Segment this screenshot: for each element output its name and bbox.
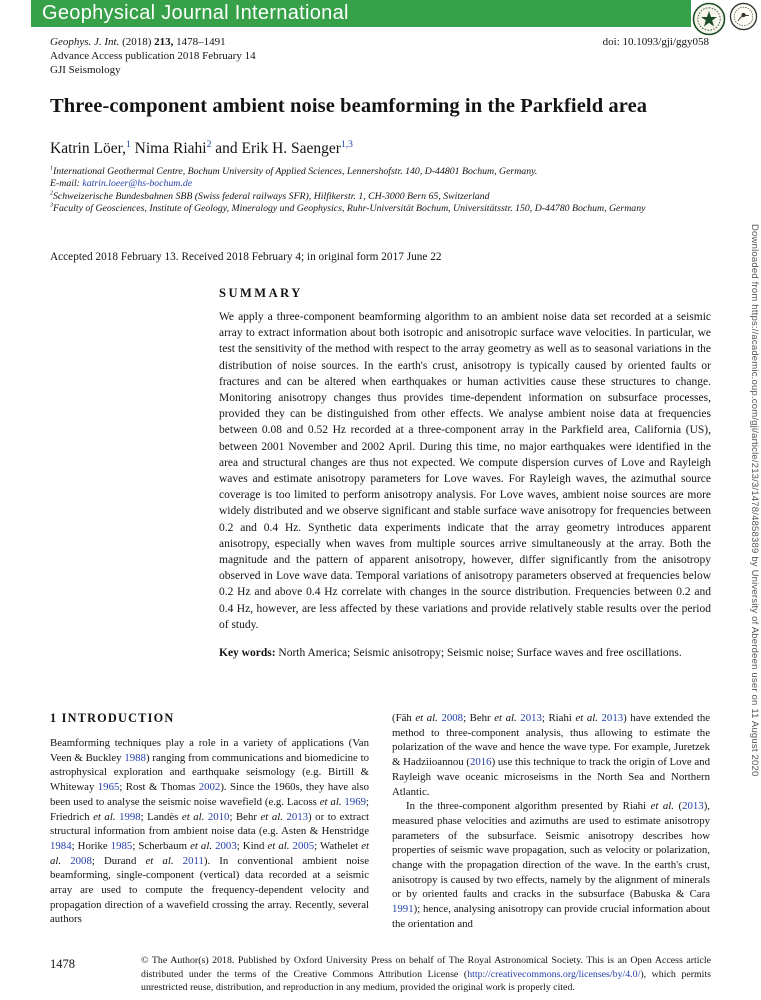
affiliation-email xyxy=(50,178,670,190)
inline-link[interactable]: 1965 xyxy=(97,781,120,794)
text-run: (Fäh xyxy=(392,712,416,724)
text-run: In the three-component algorithm presented by Riahi xyxy=(406,800,651,813)
inline-link[interactable]: 2013 xyxy=(682,800,704,813)
text-run: North America; Seismic anisotropy; Seismic noise; Surface waves and free oscillations. xyxy=(275,647,682,660)
text-run xyxy=(61,855,70,867)
inline-link[interactable]: 1,3 xyxy=(340,138,353,150)
inline-link[interactable]: 1 xyxy=(126,138,131,150)
text-run: et al. xyxy=(50,839,370,867)
text-run: et al. xyxy=(145,854,174,867)
text-run: ; Horike xyxy=(71,839,111,852)
inline-link[interactable]: 2003 xyxy=(215,839,237,852)
inline-link[interactable]: 1998 xyxy=(119,810,141,823)
text-run: E-mail: xyxy=(50,178,83,190)
text-run: ) ranging from communications and biomedicine to astrophysical exploration and earthquake seismology (e.g. Birtill & Whiteway xyxy=(50,751,370,794)
text-run: © The Author(s) 2018. Published by Oxford University Press on behalf of The Royal Astronomical Society. This is an Open Access article distributed under the terms of the Creative Commons Attribution License ( xyxy=(141,955,711,980)
text-run: ; Scherbaum xyxy=(132,839,191,852)
text-run: et al. xyxy=(93,810,116,823)
text-run: ; Riahi xyxy=(541,712,576,724)
inline-link[interactable]: 2008 xyxy=(441,712,464,724)
copyright-notice xyxy=(141,954,711,995)
article-history: Accepted 2018 February 13. Received 2018 February 4; in original form 2017 June 22 xyxy=(50,251,442,263)
author-list xyxy=(50,140,353,158)
text-run: Faculty of Geosciences, Institute of Geology, Mineralogy und Geophysics, Ruhr-Universität Bochum, Universitätsstr. 150, D-44780 Bochum, Germany xyxy=(53,203,646,215)
inline-link[interactable]: 2008 xyxy=(70,854,92,867)
inline-link[interactable]: 1988 xyxy=(124,751,146,764)
text-run: et al. xyxy=(267,839,290,852)
text-run: ), measured phase velocities and azimuths are used to estimate anisotropy parameters of the subsurface. Seismic anisotropy describes how properties of seismic wave propagation, such as velocity or polarization, change with the propagation direction of the wave. In the earth's crust, anisotropy is caused by two effects, namely by the alignment of minerals or by oriented faults and cracks in the subsurface (Babuska & Cara xyxy=(392,800,710,901)
text-run: 1478–1491 xyxy=(173,36,226,48)
affiliation-marker: 3 xyxy=(50,202,54,209)
inline-link[interactable]: 2013 xyxy=(520,712,542,724)
text-run: ; Behr xyxy=(229,810,261,823)
inline-link[interactable]: 2002 xyxy=(198,781,221,794)
inline-link[interactable]: 1969 xyxy=(344,795,366,808)
intro-column-right xyxy=(392,711,710,932)
intro-paragraph xyxy=(392,799,710,931)
inline-link[interactable]: 2013 xyxy=(601,712,624,724)
keywords-line xyxy=(219,645,711,661)
section-label: GJI Seismology xyxy=(50,64,121,76)
text-run: Geophys. J. Int. xyxy=(50,36,120,48)
inline-link[interactable]: 1984 xyxy=(50,839,72,852)
journal-citation xyxy=(50,36,226,48)
journal-banner-title: Geophysical Journal International xyxy=(42,2,349,24)
inline-link[interactable]: 1985 xyxy=(110,839,133,852)
affiliation-marker: 2 xyxy=(50,190,54,197)
introduction-heading: 1 INTRODUCTION xyxy=(50,711,175,725)
text-run: ( xyxy=(673,800,683,813)
affiliation-text xyxy=(53,166,537,177)
text-run: et al. xyxy=(575,712,598,724)
text-run: ; Friedrich xyxy=(50,795,369,823)
text-run: ) use this technique to track the origin of Love and Rayleigh wave oceanic microseisms in the North Sea and Northern Atlantic. xyxy=(392,756,710,798)
doi: doi: 10.1093/gji/ggy058 xyxy=(602,36,709,48)
inline-link[interactable]: 2005 xyxy=(292,839,315,852)
affiliation-marker: 1 xyxy=(50,165,54,172)
text-run: ); hence, analysing anisotropy can provide crucial information about the orientation and xyxy=(392,903,710,930)
intro-paragraph xyxy=(50,736,369,927)
journal-banner xyxy=(31,0,691,27)
article-title: Three-component ambient noise beamforming in the Parkfield area xyxy=(50,95,648,117)
summary-heading: SUMMARY xyxy=(219,286,303,300)
text-run: ) or to extract structural information from ambient noise data (e.g. Asten & Henstridge xyxy=(50,810,369,838)
text-run: et al. xyxy=(260,810,283,823)
intro-column-left xyxy=(50,736,369,927)
inline-link[interactable]: 2013 xyxy=(286,810,309,823)
inline-link[interactable]: http://creativecommons.org/licenses/by/4.0/ xyxy=(467,968,641,980)
text-run: ; Behr xyxy=(463,712,495,724)
affiliation-text xyxy=(50,178,192,189)
text-run xyxy=(174,855,183,867)
inline-link[interactable]: 2010 xyxy=(207,810,230,823)
text-run: and Erik H. Saenger xyxy=(211,140,341,157)
text-run: ). Since the 1960s, they have also been used to analyse the seismic noise wavefield (e.g. Lacoss xyxy=(50,781,369,808)
text-run: et al. xyxy=(190,839,213,852)
affiliation xyxy=(50,166,670,178)
text-run: Key words: xyxy=(219,647,276,660)
download-watermark: Downloaded from https://academic.oup.com/gji/article/213/3/1478/4858389 by University of Aberdeen user on 11 August 2020 xyxy=(749,223,760,777)
text-run: et al. xyxy=(319,795,342,808)
affiliation xyxy=(50,191,670,203)
text-run: Nima Riahi xyxy=(130,140,207,157)
page-number: 1478 xyxy=(50,957,75,971)
text-run: ; Rost & Thomas xyxy=(119,781,199,794)
affiliation xyxy=(50,203,670,215)
text-run: ; Kind xyxy=(236,839,268,852)
inline-link[interactable]: 2 xyxy=(206,138,212,150)
summary-text: We apply a three-component beamforming algorithm to an ambient noise data set recorded at a seismic array to extract information about both isotropic and anisotropic surface wave velocities. In particular, we test the sensitivity of the method with respect to the array geometry as well as to seasonal variations in the distribution of noise sources. In the earth's crust, anisotropy is typically caused by oriented faults or fractures and can be altered when earthquakes or human activities cause these structures to change. Monitoring anisotropy changes thus provides time-dependent information on subsurface processes, provided they can be distinguished from other effects. We analyse ambient noise data at frequencies between 0.08 and 0.52 Hz recorded at a three-component array in the Parkfield area, California (US), between 2001 November and 2002 April. During this time, no major earthquakes were identified in the area and structural changes are thus not expected. We compute dispersion curves of Love and Rayleigh waves and estimate anisotropy parameters for Love waves. For Rayleigh waves, the azimuthal source coverage is too limited to perform anisotropy analysis. For Love waves, ambient noise sources are more widely distributed and we observe significant and stable surface wave anisotropy for frequencies between 0.2 and 0.4 Hz. Synthetic data experiments indicate that the array geometry introduces apparent anisotropy, especially when waves from multiple sources arrive simultaneously at the array. Both the magnitude and the pattern of apparent anisotropy, however, differ significantly from the anisotropy observed in Love wave data. Temporal variations of anisotropy parameters observed at frequencies below 0.2 Hz and above 0.4 Hz correlate with changes in the source distribution. Frequencies between 0.2 and 0.4 Hz, however, are less affected by these variations and provide relatively stable results over the period of study. xyxy=(219,311,711,631)
text-run: ), which permits unrestricted reuse, distribution, and reproduction in any medium, provided the original work is properly cited. xyxy=(141,968,712,994)
text-run: ; Landès xyxy=(140,810,182,823)
intro-paragraph xyxy=(392,711,710,799)
text-run: ) have extended the method to three-component analysis, thus allowing to estimate the polarization of the wave and hence the wave type. For example, Juretzek & Hadziioannou ( xyxy=(392,712,711,769)
affiliation-text xyxy=(53,203,645,214)
inline-link[interactable]: 1991 xyxy=(392,903,414,916)
summary-section xyxy=(219,286,711,661)
text-run: et al. xyxy=(650,800,674,813)
affiliation-list xyxy=(50,166,670,216)
text-run: Beamforming techniques play a role in a variety of applications (Van Veen & Buckley xyxy=(50,737,369,764)
advance-access-line: Advance Access publication 2018 February 14 xyxy=(50,50,256,62)
inline-link[interactable]: 2016 xyxy=(469,756,492,769)
text-run: Katrin Löer, xyxy=(50,140,126,157)
text-run: et al. xyxy=(494,712,517,724)
text-run: 213, xyxy=(154,36,174,48)
text-run: Schweizerische Bundesbahnen SBB (Swiss federal railways SFR), Hilfikerstr. 1, CH-3000 Bern 65, Switzerland xyxy=(53,190,490,202)
text-run: (2018) xyxy=(119,36,155,48)
text-run: ; Wathelet xyxy=(314,839,362,852)
inline-link[interactable]: katrin.loeer@hs-bochum.de xyxy=(82,178,193,190)
text-run: ). In conventional ambient noise beamforming, single-component (vertical) data recorded at a seismic array are used to compute the frequency-dependent velocity and propagation direction of a wavefield crossing the array. Recently, several authors xyxy=(50,854,370,926)
text-run: et al. xyxy=(415,712,438,724)
affiliation-text xyxy=(53,191,489,202)
text-run: et al. xyxy=(181,810,205,823)
text-run: International Geothermal Centre, Bochum University of Applied Sciences, Lennershofstr. 140, D-44801 Bochum, Germany. xyxy=(53,166,538,177)
text-run: ; Durand xyxy=(91,854,146,867)
inline-link[interactable]: 2011 xyxy=(182,854,204,867)
